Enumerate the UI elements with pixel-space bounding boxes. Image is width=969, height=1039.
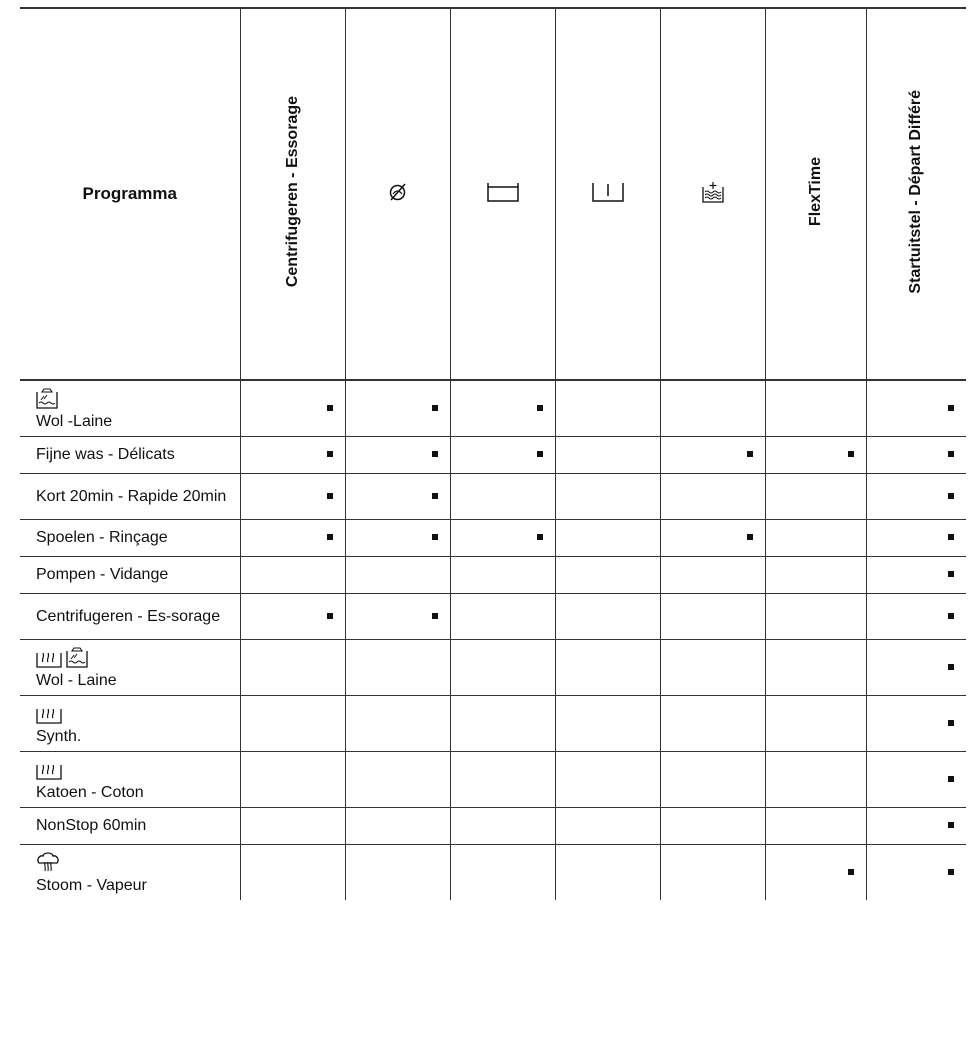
option-cell: [345, 751, 450, 807]
option-cell: [866, 556, 966, 593]
option-cell: [450, 556, 555, 593]
option-cell: [555, 593, 660, 639]
available-mark-icon: [537, 534, 543, 540]
option-cell: [240, 556, 345, 593]
option-cell: [450, 436, 555, 473]
program-cell: [20, 473, 240, 519]
program-name: Pompen - Vidange: [36, 566, 169, 583]
available-mark-icon: [747, 534, 753, 540]
available-mark-icon: [948, 613, 954, 619]
option-cell: [660, 519, 765, 556]
option-cell: [240, 751, 345, 807]
option-cell: [345, 519, 450, 556]
option-cell: [555, 556, 660, 593]
table-row: [20, 751, 966, 807]
program-cell: [20, 695, 240, 751]
col-header-extra-water: [660, 8, 765, 380]
col-header-delay-start: [866, 8, 966, 380]
option-cell: [866, 844, 966, 900]
program-name: Katoen - Coton: [36, 783, 144, 801]
option-cell: [240, 695, 345, 751]
programma-header: Programma: [20, 8, 240, 380]
option-cell: [450, 380, 555, 436]
option-cell: [555, 519, 660, 556]
col-header-flextime-label: FlexTime: [806, 156, 824, 227]
available-mark-icon: [747, 451, 753, 457]
col-header-no-spin: [345, 8, 450, 380]
option-cell: [765, 844, 866, 900]
dryer-icon: [36, 646, 62, 668]
program-name: Centrifugeren - Es-sorage: [36, 607, 221, 625]
option-cell: [240, 639, 345, 695]
option-cell: [450, 695, 555, 751]
available-mark-icon: [327, 405, 333, 411]
available-mark-icon: [537, 451, 543, 457]
program-name: NonStop 60min: [36, 817, 147, 834]
option-cell: [660, 807, 765, 844]
available-mark-icon: [948, 776, 954, 782]
option-cell: [555, 639, 660, 695]
program-cell: [20, 519, 240, 556]
available-mark-icon: [848, 451, 854, 457]
header-row: [20, 8, 966, 380]
available-mark-icon: [432, 405, 438, 411]
option-cell: [866, 593, 966, 639]
option-cell: [866, 807, 966, 844]
rinse-hold-icon: [487, 182, 519, 202]
available-mark-icon: [432, 451, 438, 457]
program-icons: [36, 850, 232, 874]
option-cell: [765, 436, 866, 473]
option-cell: [765, 380, 866, 436]
option-cell: [660, 695, 765, 751]
option-cell: [765, 807, 866, 844]
available-mark-icon: [948, 822, 954, 828]
program-cell: [20, 844, 240, 900]
available-mark-icon: [537, 405, 543, 411]
available-mark-icon: [432, 534, 438, 540]
steam-icon: [36, 850, 60, 874]
table-row: [20, 519, 966, 556]
option-cell: [555, 473, 660, 519]
option-cell: [765, 751, 866, 807]
option-cell: [555, 751, 660, 807]
option-cell: [240, 436, 345, 473]
table-row: [20, 844, 966, 900]
option-cell: [866, 436, 966, 473]
available-mark-icon: [848, 869, 854, 875]
col-header-rinse-hold: [450, 8, 555, 380]
available-mark-icon: [948, 493, 954, 499]
program-icons: [36, 386, 232, 410]
extra-water-icon: [702, 181, 724, 203]
program-cell: [20, 751, 240, 807]
option-cell: [765, 519, 866, 556]
program-name: Kort 20min - Rapide 20min: [36, 487, 227, 505]
program-name: Synth.: [36, 727, 82, 745]
option-cell: [240, 473, 345, 519]
option-cell: [660, 473, 765, 519]
available-mark-icon: [327, 534, 333, 540]
option-cell: [660, 593, 765, 639]
available-mark-icon: [948, 451, 954, 457]
option-cell: [660, 380, 765, 436]
option-cell: [866, 380, 966, 436]
option-cell: [450, 593, 555, 639]
program-name: Fijne was - Délicats: [36, 446, 175, 463]
option-cell: [345, 473, 450, 519]
table-row: [20, 695, 966, 751]
table-row: [20, 380, 966, 436]
option-cell: [660, 751, 765, 807]
option-cell: [345, 436, 450, 473]
option-cell: [450, 844, 555, 900]
dryer-icon: [36, 702, 62, 724]
option-cell: [660, 844, 765, 900]
option-cell: [240, 844, 345, 900]
program-name: Wol -Laine: [36, 412, 113, 430]
option-cell: [660, 556, 765, 593]
option-cell: [866, 695, 966, 751]
option-cell: [240, 807, 345, 844]
extra-rinse-icon: [592, 182, 624, 202]
option-cell: [765, 593, 866, 639]
option-cell: [450, 639, 555, 695]
option-cell: [240, 593, 345, 639]
available-mark-icon: [948, 405, 954, 411]
available-mark-icon: [327, 451, 333, 457]
option-cell: [345, 639, 450, 695]
option-cell: [240, 380, 345, 436]
option-cell: [866, 519, 966, 556]
option-cell: [450, 807, 555, 844]
option-cell: [345, 844, 450, 900]
option-cell: [866, 639, 966, 695]
table-row: [20, 436, 966, 473]
available-mark-icon: [432, 613, 438, 619]
option-cell: [555, 695, 660, 751]
program-cell: [20, 380, 240, 436]
table-row: [20, 639, 966, 695]
option-cell: [345, 380, 450, 436]
available-mark-icon: [327, 613, 333, 619]
option-cell: [555, 807, 660, 844]
option-cell: [450, 473, 555, 519]
option-cell: [866, 751, 966, 807]
option-cell: [240, 519, 345, 556]
program-cell: [20, 593, 240, 639]
col-header-flextime: [765, 8, 866, 380]
option-cell: [345, 556, 450, 593]
table-row: [20, 593, 966, 639]
option-cell: [765, 473, 866, 519]
option-cell: [345, 593, 450, 639]
wool-icon: [66, 646, 88, 668]
option-cell: [765, 556, 866, 593]
table-row: [20, 556, 966, 593]
available-mark-icon: [948, 720, 954, 726]
option-cell: [345, 695, 450, 751]
option-cell: [765, 695, 866, 751]
option-cell: [450, 519, 555, 556]
option-cell: [555, 436, 660, 473]
available-mark-icon: [432, 493, 438, 499]
option-cell: [555, 844, 660, 900]
program-name: Stoom - Vapeur: [36, 876, 147, 894]
program-icons: [36, 757, 232, 781]
option-cell: [555, 380, 660, 436]
program-icons: [36, 645, 232, 669]
col-header-delay-start-label: Startuitstel - Départ Différé: [907, 89, 925, 294]
option-cell: [866, 473, 966, 519]
option-cell: [345, 807, 450, 844]
no-spin-icon: [388, 182, 408, 202]
program-cell: [20, 556, 240, 593]
option-cell: [660, 436, 765, 473]
dryer-icon: [36, 758, 62, 780]
program-cell: [20, 639, 240, 695]
col-header-spin: [240, 8, 345, 380]
available-mark-icon: [948, 869, 954, 875]
program-icons: [36, 701, 232, 725]
program-name: Spoelen - Rinçage: [36, 529, 168, 546]
available-mark-icon: [327, 493, 333, 499]
program-cell: [20, 436, 240, 473]
wool-icon: [36, 387, 58, 409]
program-cell: [20, 807, 240, 844]
col-header-extra-rinse: [555, 8, 660, 380]
options-table: [20, 7, 966, 900]
option-cell: [450, 751, 555, 807]
available-mark-icon: [948, 534, 954, 540]
col-header-spin-label: Centrifugeren - Essorage: [283, 95, 301, 288]
option-cell: [660, 639, 765, 695]
available-mark-icon: [948, 571, 954, 577]
available-mark-icon: [948, 664, 954, 670]
table-row: [20, 807, 966, 844]
option-cell: [765, 639, 866, 695]
program-name: Wol - Laine: [36, 671, 117, 689]
table-row: [20, 473, 966, 519]
